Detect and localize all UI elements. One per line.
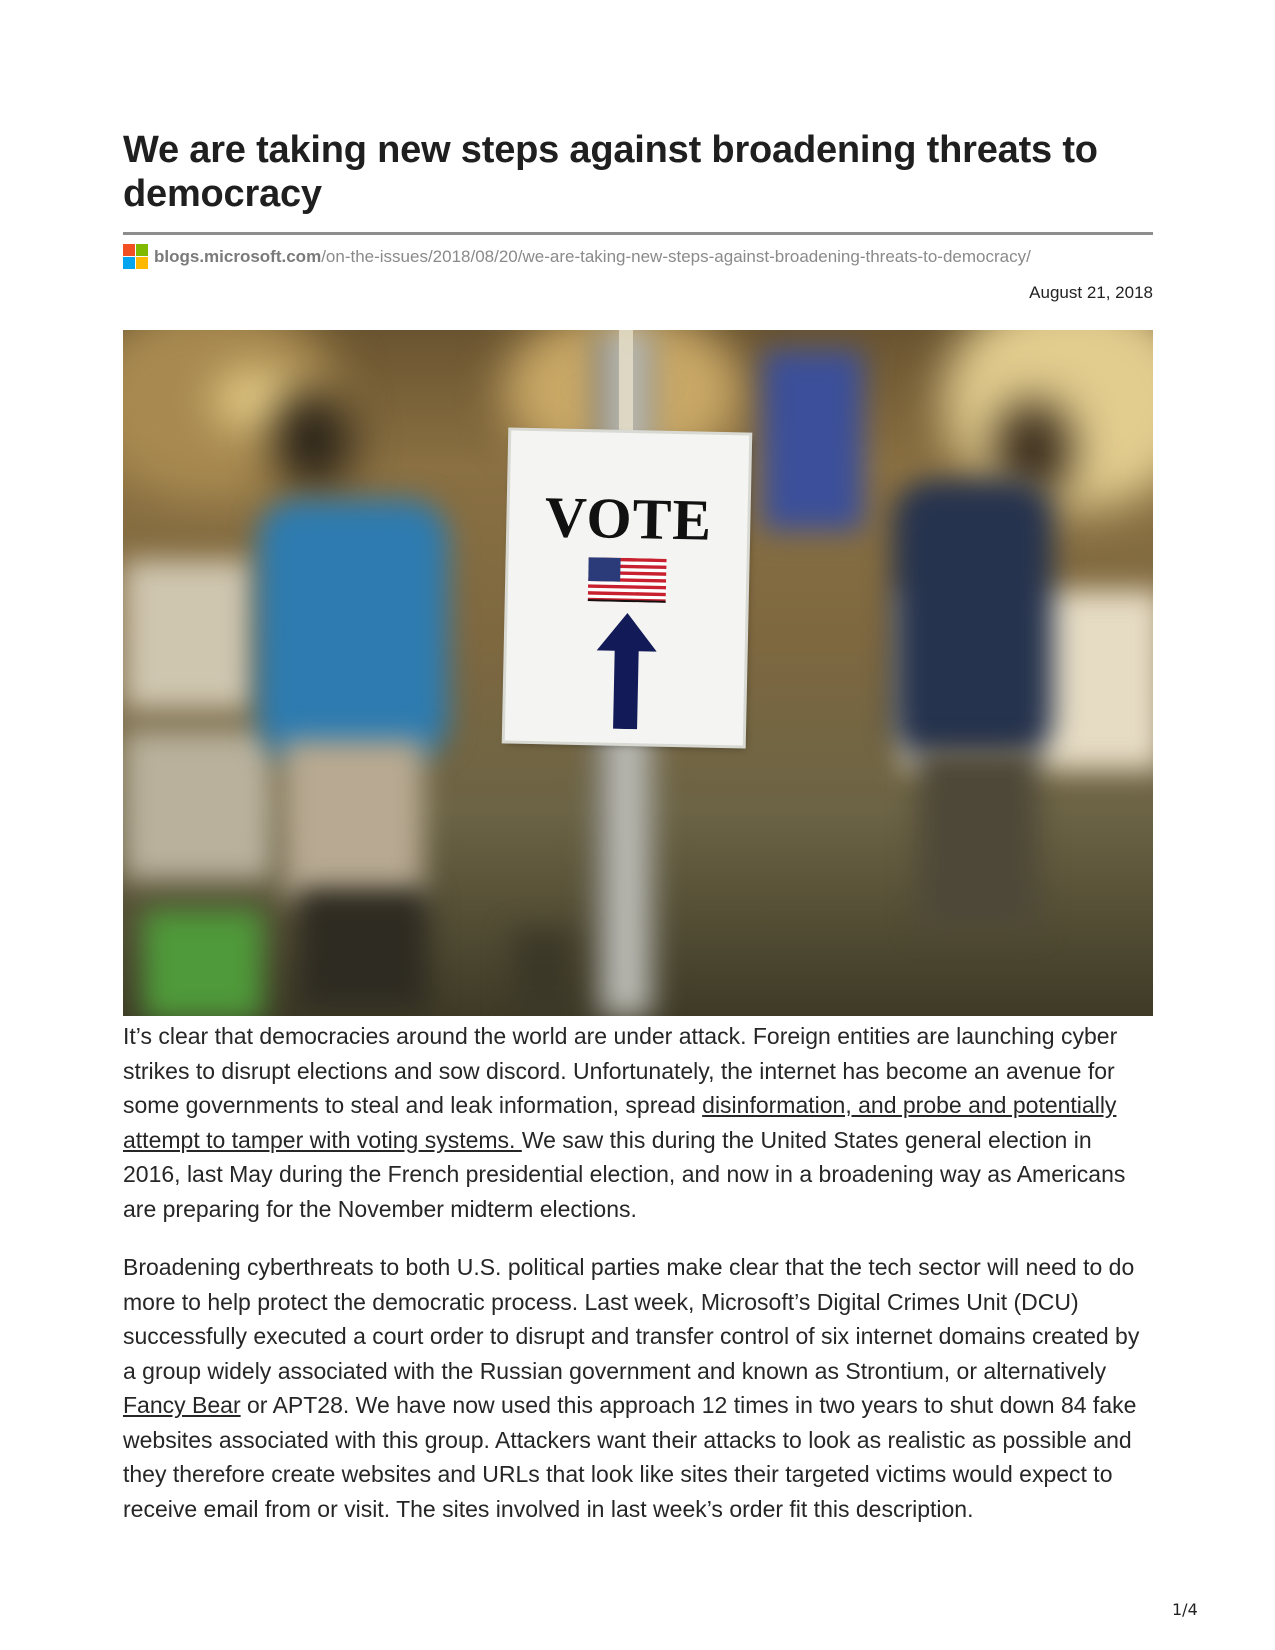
fancy-bear-link[interactable]: Fancy Bear [123, 1392, 241, 1418]
paragraph-2: Broadening cyberthreats to both U.S. political parties make clear that the tech sector will need to do more to help protect the democratic process. Last week, Microsoft’s Digital Crimes Unit (DCU) successfully executed a court order to disrupt and transfer control of six internet domains created by a group widely associated with the Russian government and known as Strontium, or alternatively Fancy Bear or APT28. We have now used this approach 12 times in two years to shut down 84 fake websites associated with this group. Attackers want their attacks to look as realistic as possible and they therefore create websites and URLs that look like sites their targeted victims would expect to receive email from or visit. The sites involved in last week’s order fit this description. [123, 1254, 1140, 1522]
title-divider [123, 232, 1153, 235]
microsoft-logo-icon [123, 244, 148, 269]
article [123, 128, 1153, 1526]
article-body [123, 1019, 1153, 1526]
disinformation-link[interactable]: disinformation, and probe and potentially attempt to tamper with voting systems. [123, 1092, 1117, 1153]
source-path[interactable]: /on-the-issues/2018/08/20/we-are-taking-new-steps-against-broadening-threats-to-democracy/ [321, 246, 1031, 266]
paragraph-1: It’s clear that democracies around the world are under attack. Foreign entities are launching cyber strikes to disrupt elections and sow discord. Unfortunately, the internet has become an avenue for some governments to steal and leak information, spread disinformation, and probe and potentially attempt to tamper with voting systems. We saw this during the United States general election in 2016, last May during the French presidential election, and now in a broadening way as Americans are preparing for the November midterm elections. [123, 1023, 1126, 1222]
vote-sign [505, 431, 749, 746]
hero-image [123, 330, 1153, 1016]
publish-date: August 21, 2018 [1029, 283, 1153, 302]
up-arrow-icon [595, 612, 657, 729]
source-line [123, 244, 1153, 269]
sign-label: VOTE [544, 484, 713, 553]
page-number: 1/4 [1172, 1600, 1198, 1619]
source-domain[interactable]: blogs.microsoft.com [154, 246, 322, 266]
us-flag-icon [588, 557, 667, 603]
article-title: We are taking new steps against broadening threats to democracy [123, 129, 1098, 215]
